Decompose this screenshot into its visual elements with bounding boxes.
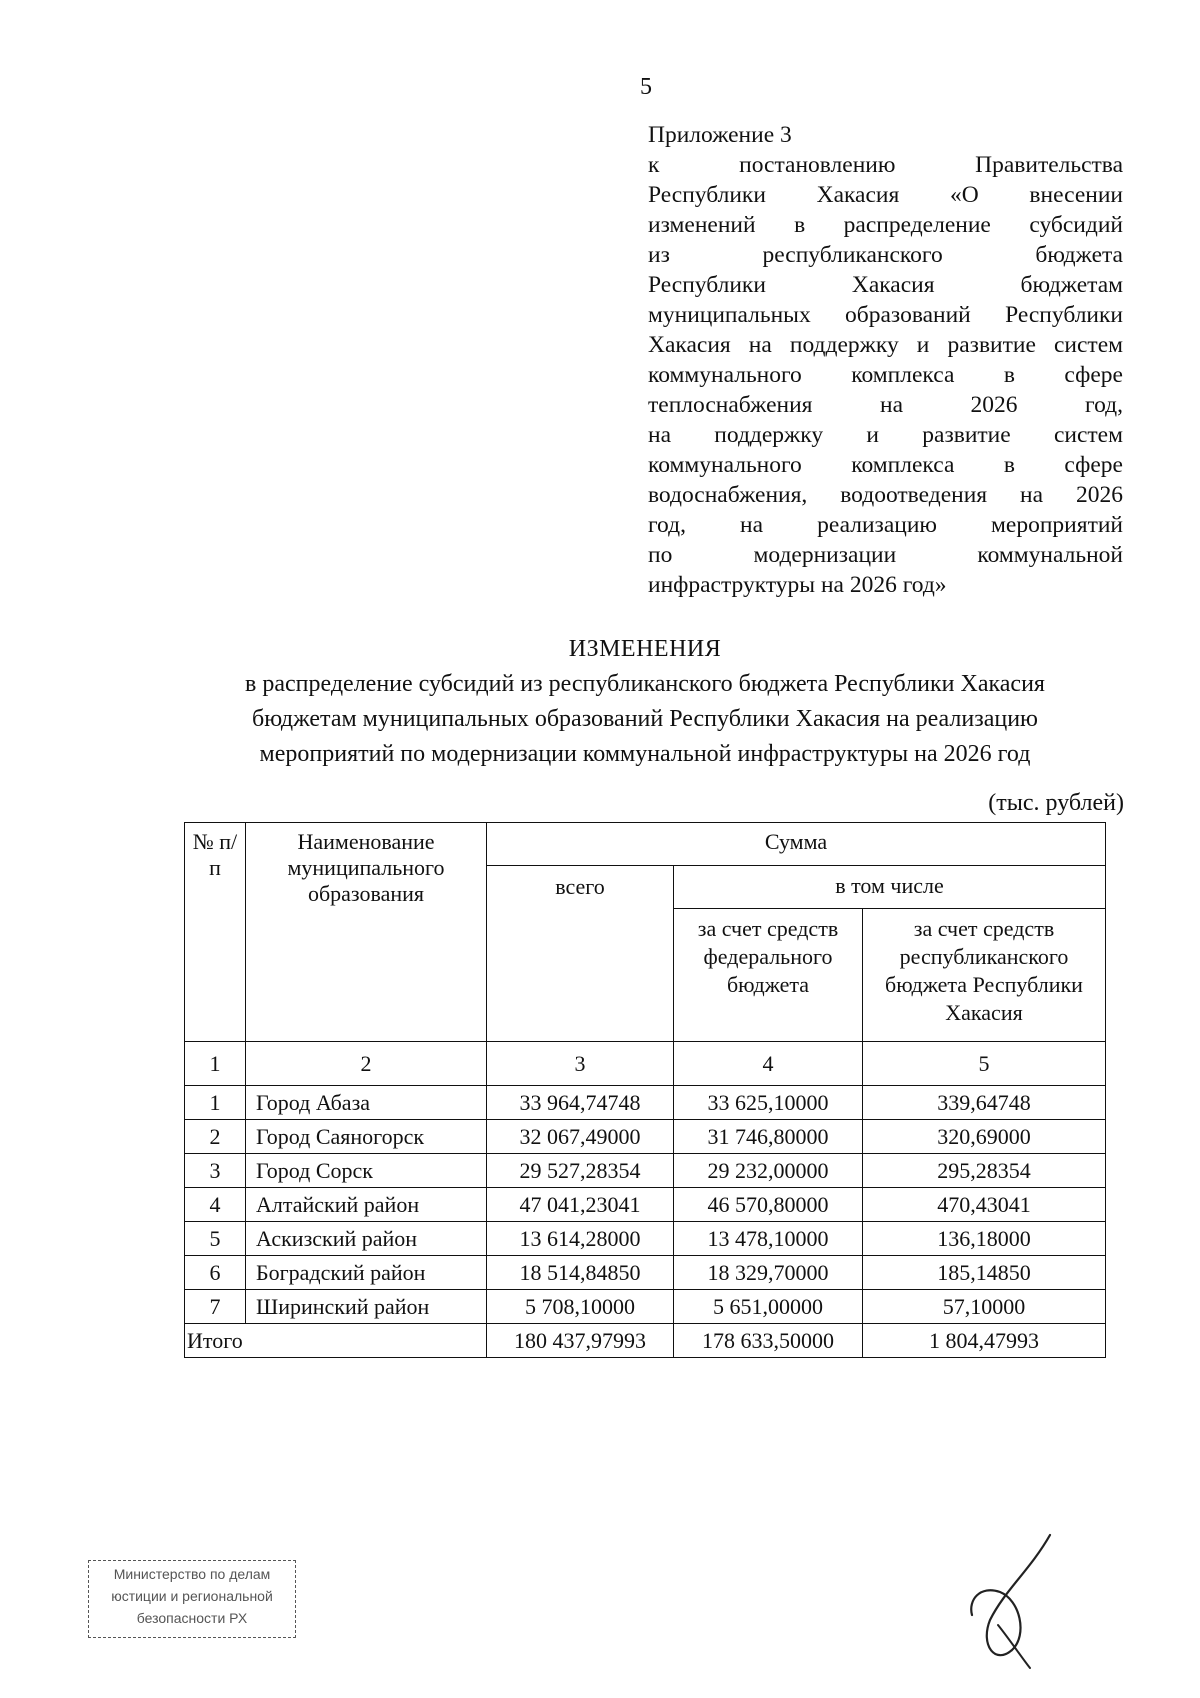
appendix-line: инфраструктуры на 2026 год» — [648, 572, 947, 598]
table-row — [185, 1120, 1106, 1154]
row-num: 3 — [185, 1154, 246, 1188]
row-regional: 470,43041 — [863, 1188, 1106, 1222]
appendix-line: коммунального комплекса в сфере — [648, 362, 1123, 388]
appendix-line: Хакасия на поддержку и развитие систем — [648, 332, 1123, 358]
row-name: Город Сорск — [246, 1154, 487, 1188]
subtitle-line: мероприятий по модернизации коммунальной инфраструктуры на 2026 год — [259, 741, 1031, 767]
row-federal: 5 651,00000 — [674, 1290, 863, 1324]
appendix-line: на поддержку и развитие систем — [648, 422, 1123, 448]
totals-federal: 178 633,50000 — [674, 1324, 863, 1358]
table-row — [185, 1188, 1106, 1222]
header-sum: Сумма — [487, 823, 1106, 866]
totals-row — [185, 1324, 1106, 1358]
row-federal: 31 746,80000 — [674, 1120, 863, 1154]
document-title: ИЗМЕНЕНИЯ — [568, 636, 722, 662]
stamp-line: юстиции и региональной — [111, 1588, 273, 1604]
appendix-line: теплоснабжения на 2026 год, — [648, 392, 1123, 418]
row-total: 18 514,84850 — [487, 1256, 674, 1290]
index-cell: 3 — [487, 1042, 674, 1086]
subsidy-table — [184, 822, 1106, 1358]
row-total: 47 041,23041 — [487, 1188, 674, 1222]
index-cell: 1 — [185, 1042, 246, 1086]
appendix-line: Приложение 3 — [648, 122, 792, 148]
registration-stamp — [88, 1560, 296, 1638]
appendix-line: Республики Хакасия бюджетам — [648, 272, 1123, 298]
totals-label: Итого — [185, 1324, 487, 1358]
row-num: 5 — [185, 1222, 246, 1256]
header-name: Наименование муниципального образования — [246, 823, 487, 1042]
row-federal: 13 478,10000 — [674, 1222, 863, 1256]
row-regional: 185,14850 — [863, 1256, 1106, 1290]
table-row — [185, 1154, 1106, 1188]
row-regional: 320,69000 — [863, 1120, 1106, 1154]
appendix-line: Республики Хакасия «О внесении — [648, 182, 1123, 208]
row-regional: 295,28354 — [863, 1154, 1106, 1188]
stamp-line: Министерство по делам — [113, 1566, 271, 1582]
units-label: (тыс. рублей) — [988, 790, 1124, 816]
row-num: 2 — [185, 1120, 246, 1154]
row-name: Алтайский район — [246, 1188, 487, 1222]
row-num: 6 — [185, 1256, 246, 1290]
row-regional: 136,18000 — [863, 1222, 1106, 1256]
signature-mark — [950, 1530, 1070, 1670]
table-row — [185, 1256, 1106, 1290]
row-num: 7 — [185, 1290, 246, 1324]
header-regional: за счет средств республиканского бюджета Республики Хакасия — [863, 909, 1106, 1042]
row-total: 5 708,10000 — [487, 1290, 674, 1324]
row-total: 32 067,49000 — [487, 1120, 674, 1154]
header-federal: за счет средств федерального бюджета — [674, 909, 863, 1042]
row-name: Город Саяногорск — [246, 1120, 487, 1154]
appendix-line: водоснабжения, водоотведения на 2026 — [648, 482, 1123, 508]
row-num: 1 — [185, 1086, 246, 1120]
row-total: 33 964,74748 — [487, 1086, 674, 1120]
row-federal: 18 329,70000 — [674, 1256, 863, 1290]
table-row — [185, 1290, 1106, 1324]
appendix-line: коммунального комплекса в сфере — [648, 452, 1123, 478]
row-federal: 33 625,10000 — [674, 1086, 863, 1120]
subtitle-line: в распределение субсидий из республиканского бюджета Республики Хакасия — [245, 671, 1045, 697]
appendix-line: из республиканского бюджета — [648, 242, 1123, 268]
totals-total: 180 437,97993 — [487, 1324, 674, 1358]
row-regional: 339,64748 — [863, 1086, 1106, 1120]
header-total: всего — [487, 866, 674, 1042]
appendix-header — [648, 120, 1123, 600]
row-total: 29 527,28354 — [487, 1154, 674, 1188]
document-subtitle — [160, 667, 1130, 772]
table-row — [185, 1222, 1106, 1256]
header-num: № п/п — [185, 823, 246, 1042]
subtitle-line: бюджетам муниципальных образований Республики Хакасия на реализацию — [252, 706, 1038, 732]
row-num: 4 — [185, 1188, 246, 1222]
appendix-line: муниципальных образований Республики — [648, 302, 1123, 328]
header-including: в том числе — [674, 866, 1106, 909]
row-federal: 29 232,00000 — [674, 1154, 863, 1188]
row-total: 13 614,28000 — [487, 1222, 674, 1256]
row-regional: 57,10000 — [863, 1290, 1106, 1324]
index-cell: 4 — [674, 1042, 863, 1086]
appendix-line: изменений в распределение субсидий — [648, 212, 1123, 238]
row-name: Аскизский район — [246, 1222, 487, 1256]
appendix-line: год, на реализацию мероприятий — [648, 512, 1123, 538]
index-cell: 5 — [863, 1042, 1106, 1086]
row-name: Город Абаза — [246, 1086, 487, 1120]
page-number: 5 — [640, 74, 652, 100]
stamp-line: безопасности РХ — [136, 1610, 248, 1626]
row-name: Боградский район — [246, 1256, 487, 1290]
row-federal: 46 570,80000 — [674, 1188, 863, 1222]
index-cell: 2 — [246, 1042, 487, 1086]
totals-regional: 1 804,47993 — [863, 1324, 1106, 1358]
row-name: Ширинский район — [246, 1290, 487, 1324]
appendix-line: к постановлению Правительства — [648, 152, 1123, 178]
table-row — [185, 1086, 1106, 1120]
appendix-line: по модернизации коммунальной — [648, 542, 1123, 568]
